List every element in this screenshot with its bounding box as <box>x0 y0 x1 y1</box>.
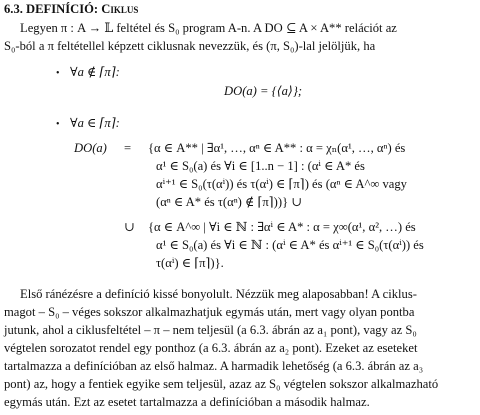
paragraph-line-1: Első ránézésre a definíció kissé bonyolult. Nézzük meg alaposabban! A ciklus- <box>20 287 417 301</box>
paragraph-line-5: tartalmazza a definícióban az első halmaz. A harmadik lehetőség (a 6.3. ábrán az a₃ <box>4 359 424 373</box>
def-set2-line-2: α¹ ∈ S₀(a) és ∀i ∈ ℕ : (αⁱ ∈ A* és αⁱ⁺¹ ∈ S₀(τ(αⁱ)) és <box>156 238 424 252</box>
case-1-condition: ∀a ∉ ⌈π⌉: <box>70 65 120 79</box>
def-set2-line-1: {α ∈ A^∞ | ∀i ∈ ℕ : ∃αⁱ ∈ A* : α = χ∞(α¹, α², …) és <box>148 220 416 234</box>
paragraph-line-6: pont) az, hogy a fentiek egyike sem teljesül, azaz az S₀ végtelen sokszor alkalmazható <box>4 377 439 391</box>
def-set1-line-3: αⁱ⁺¹ ∈ S₀(τ(αⁱ)) és τ(αⁱ) ∈ ⌈π⌉) és (αⁿ ∈ A^∞ vagy <box>156 177 407 191</box>
intro-line-2: S₀-ból a π feltétellel képzett ciklusnak nevezzük, és (π, S₀)-lal jelöljük, ha <box>4 39 376 53</box>
def-equals: = <box>124 141 132 155</box>
paragraph-line-2: magot – S₀ – véges sokszor alkalmazhatjuk egymás után, mert vagy olyan pontba <box>4 305 415 319</box>
definition-title: Ciklus <box>101 2 139 16</box>
definition-number: 6.3. <box>4 2 23 16</box>
paragraph-line-4: végtelen sorozatot rendel egy ponthoz (a 6.3. ábrán az a₂ pont). Ezeket az eseteket <box>4 341 418 355</box>
def-set2-line-3: τ(αⁱ) ∈ ⌈π⌉)}. <box>156 256 224 270</box>
bullet-1: • <box>56 68 60 79</box>
paragraph-line-7: egymás után. Ezt az esetet tartalmazza a definícióban a második halmaz. <box>4 395 370 409</box>
intro-line-1: Legyen π : A → 𝕃 feltétel és S₀ program A-n. A DO ⊆ A × A** relációt az <box>20 21 397 35</box>
case-2-condition: ∀a ∈ ⌈π⌉: <box>70 116 120 130</box>
bullet-2: • <box>56 119 60 130</box>
paragraph-line-3: jutunk, ahol a ciklusfeltétel – π – nem teljesül (a 6.3. ábrán az a₁ pont), vagy az S₀ <box>4 323 417 337</box>
def-lhs: DO(a) <box>74 141 107 155</box>
def-set1-line-2: α¹ ∈ S₀(a) és ∀i ∈ [1..n − 1] : (αⁱ ∈ A* és <box>156 159 365 173</box>
def-set1-line-1: {α ∈ A** | ∃α¹, …, αⁿ ∈ A** : α = χₙ(α¹, …, αⁿ) és <box>148 141 406 155</box>
definition-label: DEFINÍCIÓ: <box>26 2 99 16</box>
def-union: ∪ <box>124 220 135 234</box>
case-1-formula: DO(a) = {⟨a⟩}; <box>224 84 303 98</box>
definition-heading <box>4 1 138 18</box>
def-set1-line-4: (αⁿ ∈ A* és τ(αⁿ) ∉ ⌈π⌉))} ∪ <box>156 195 302 209</box>
